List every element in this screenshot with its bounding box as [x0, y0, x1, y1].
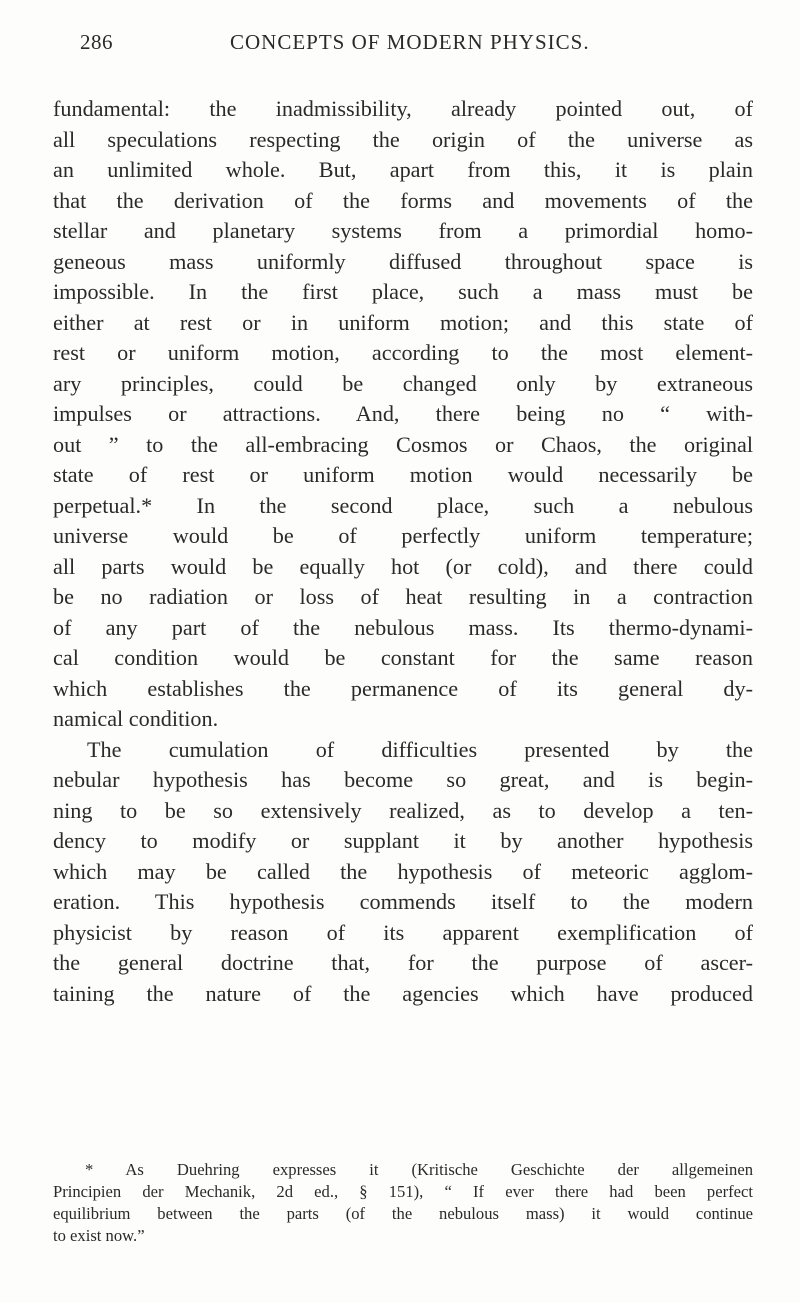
text-line: ning to be so extensively realized, as to develop a ten-	[53, 797, 753, 823]
paragraph	[53, 735, 753, 1010]
text-line: all parts would be equally hot (or cold), and there could	[53, 553, 753, 579]
text-line: rest or uniform motion, according to the most element-	[53, 340, 753, 365]
text-line: fundamental: the inadmissibility, already pointed out, of	[53, 96, 753, 121]
footnote-line: Principien der Mechanik, 2d ed., § 151), “ If ever there had been perfect	[53, 1182, 753, 1201]
text-line: ary principles, could be changed only by extraneous	[53, 370, 753, 396]
text-line: all speculations respecting the origin of the universe as	[53, 126, 753, 152]
text-line: an unlimited whole. But, apart from this, it is plain	[53, 157, 753, 182]
footnote-line: to exist now.”	[53, 1226, 145, 1245]
body-text	[53, 94, 753, 1009]
page-number: 286	[80, 30, 113, 54]
text-line: nebular hypothesis has become so great, and is begin-	[53, 767, 753, 792]
text-line: of any part of the nebulous mass. Its thermo-dynami-	[53, 614, 753, 640]
text-line: geneous mass uniformly diffused throughout space is	[53, 248, 753, 274]
text-line: dency to modify or supplant it by another hypothesis	[53, 828, 753, 853]
footnote-line: equilibrium between the parts (of the nebulous mass) it would continue	[53, 1204, 753, 1223]
text-line: that the derivation of the forms and movements of the	[53, 187, 753, 213]
text-line: which establishes the permanence of its general dy-	[53, 675, 753, 701]
text-line: be no radiation or loss of heat resulting in a contraction	[53, 584, 753, 609]
text-line: either at rest or in uniform motion; and this state of	[53, 309, 753, 335]
text-line: perpetual.* In the second place, such a nebulous	[53, 492, 753, 518]
text-line: impulses or attractions. And, there being no “ with-	[53, 401, 753, 426]
text-line: which may be called the hypothesis of meteoric agglom-	[53, 858, 753, 884]
text-line: impossible. In the first place, such a mass must be	[53, 279, 753, 304]
running-title: CONCEPTS OF MODERN PHYSICS.	[230, 30, 590, 54]
text-line: out ” to the all-embracing Cosmos or Chaos, the original	[53, 431, 753, 457]
paragraph	[53, 94, 753, 735]
text-line: The cumulation of difficulties presented by the	[87, 736, 753, 762]
text-line: stellar and planetary systems from a primordial homo-	[53, 218, 753, 243]
text-line: namical condition.	[53, 706, 219, 731]
text-line: the general doctrine that, for the purpose of ascer-	[53, 950, 753, 975]
text-line: cal condition would be constant for the same reason	[53, 645, 753, 670]
running-head	[80, 30, 720, 66]
text-line: eration. This hypothesis commends itself to the modern	[53, 889, 753, 914]
footnote-line: * As Duehring expresses it (Kritische Geschichte der allgemeinen	[85, 1160, 753, 1179]
footnote	[53, 1159, 753, 1247]
text-line: physicist by reason of its apparent exemplification of	[53, 919, 753, 945]
text-line: taining the nature of the agencies which have produced	[53, 980, 753, 1006]
text-line: state of rest or uniform motion would necessarily be	[53, 462, 753, 487]
text-line: universe would be of perfectly uniform temperature;	[53, 523, 753, 548]
